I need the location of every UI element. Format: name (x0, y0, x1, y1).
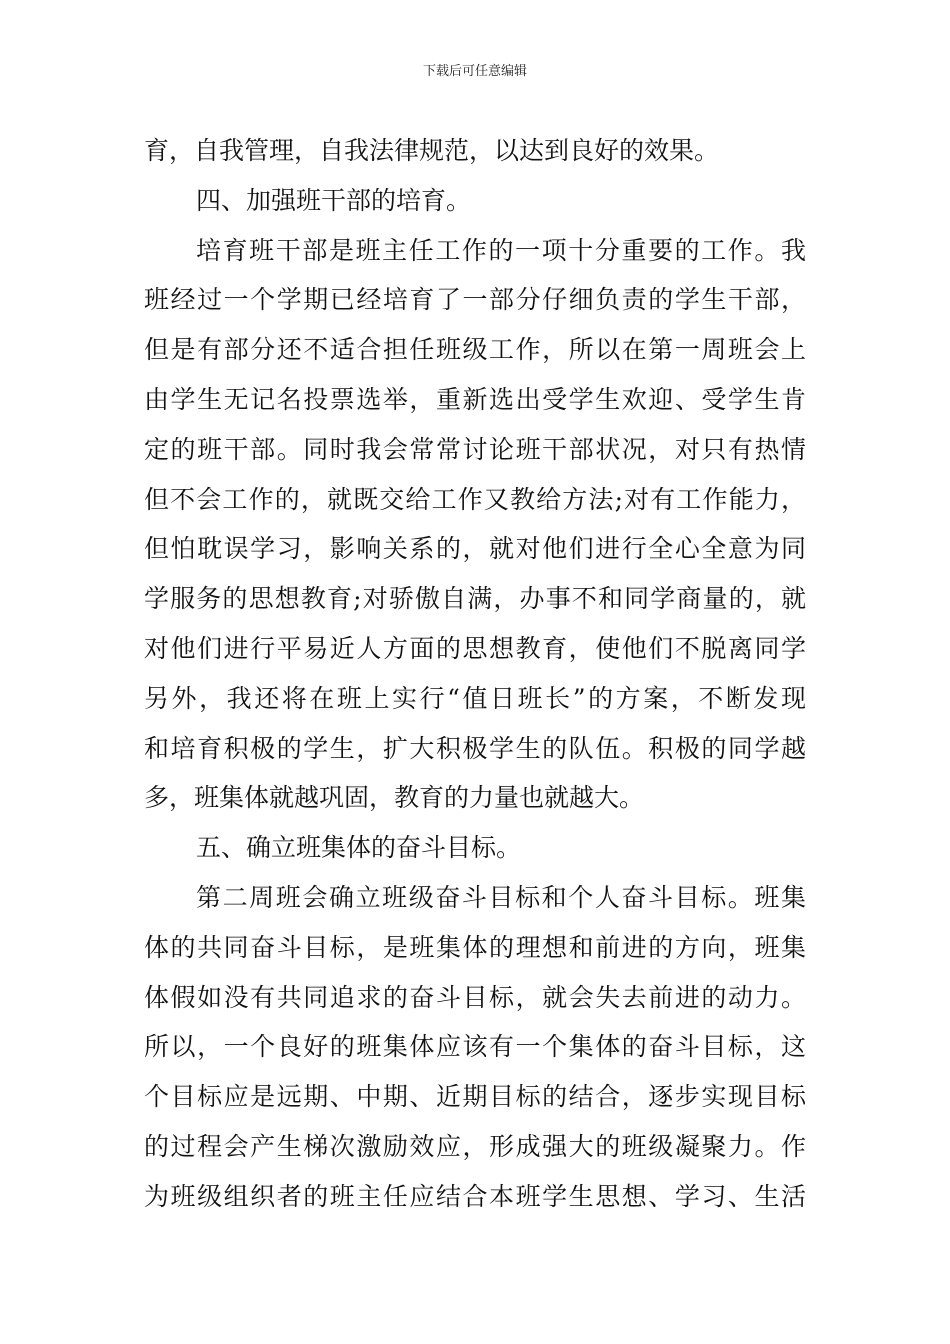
text-line: 另外，我还将在班上实行“值日班长”的方案，不断发现 (144, 683, 806, 713)
text-line: 为班级组织者的班主任应结合本班学生思想、学习、生活 (144, 1181, 806, 1211)
text-line: 班经过一个学期已经培育了一部分仔细负责的学生干部， (144, 285, 806, 315)
text-line: 和培育积极的学生，扩大积极学生的队伍。积极的同学越 (144, 733, 806, 763)
text-line: 但是有部分还不适合担任班级工作，所以在第一周班会上 (144, 335, 806, 365)
section-heading-4: 四、加强班干部的培育。 (196, 185, 472, 215)
document-body (144, 126, 806, 1222)
text-line: 学服务的思想教育;对骄傲自满，办事不和同学商量的，就 (144, 584, 806, 614)
page-header: 下载后可任意编辑 (422, 64, 527, 79)
text-line: 第二周班会确立班级奋斗目标和个人奋斗目标。班集 (196, 882, 806, 912)
text-line: 多，班集体就越巩固，教育的力量也就越大。 (144, 783, 645, 813)
text-line: 个目标应是远期、中期、近期目标的结合，逐步实现目标 (144, 1082, 806, 1112)
text-line: 培育班干部是班主任工作的一项十分重要的工作。我 (196, 235, 806, 265)
text-line: 由学生无记名投票选举，重新选出受学生欢迎、受学生肯 (144, 384, 806, 414)
section-heading-5: 五、确立班集体的奋斗目标。 (196, 833, 522, 863)
text-line: 但不会工作的，就既交给工作又教给方法;对有工作能力， (144, 484, 806, 514)
text-line: 体的共同奋斗目标，是班集体的理想和前进的方向，班集 (144, 932, 806, 962)
text-line: 体假如没有共同追求的奋斗目标，就会失去前进的动力。 (144, 982, 806, 1012)
text-line: 定的班干部。同时我会常常讨论班干部状况，对只有热情 (144, 434, 806, 464)
text-line: 对他们进行平易近人方面的思想教育，使他们不脱离同学 (144, 633, 806, 663)
text-line: 所以，一个良好的班集体应该有一个集体的奋斗目标，这 (144, 1032, 806, 1062)
text-line: 的过程会产生梯次激励效应，形成强大的班级凝聚力。作 (144, 1131, 806, 1161)
text-line: 育，自我管理，自我法律规范，以达到良好的效果。 (144, 136, 720, 165)
text-line: 但怕耽误学习，影响关系的，就对他们进行全心全意为同 (144, 534, 806, 564)
